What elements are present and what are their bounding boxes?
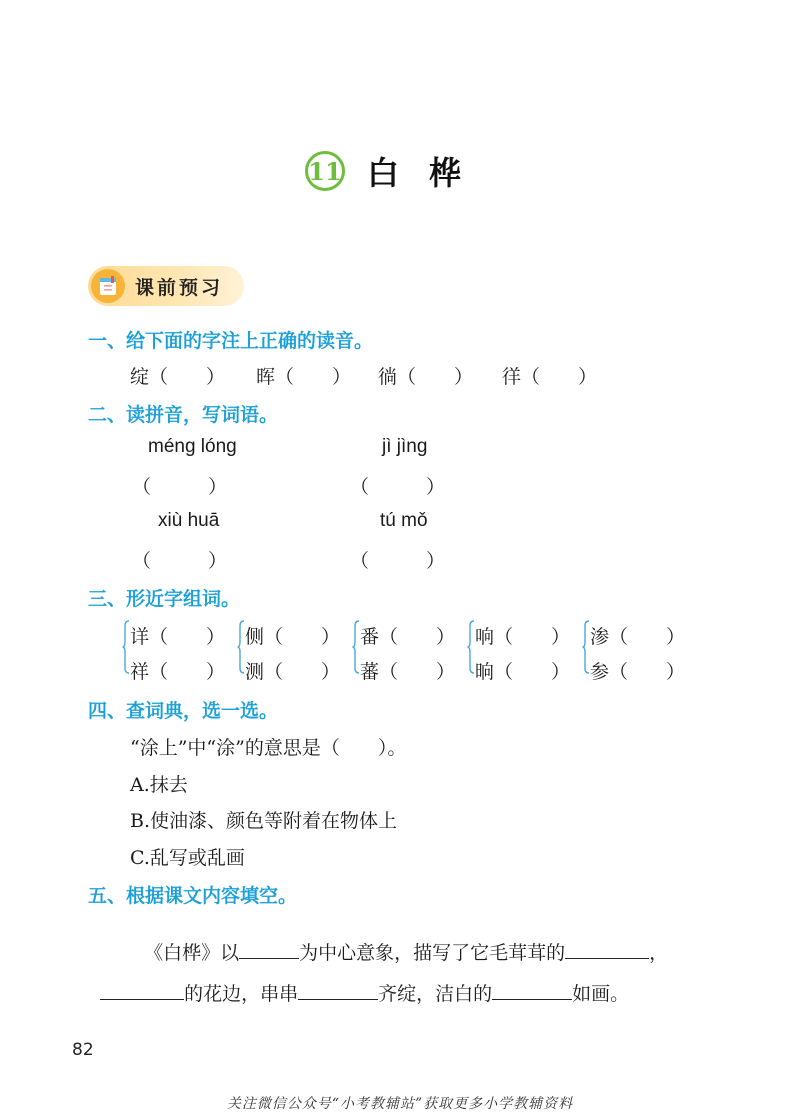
q5-text: 齐绽，洁白的 [378, 983, 493, 1005]
word-group-bottom: 晌（ ） [475, 661, 571, 683]
pinyin-label: xiù huā [158, 510, 220, 531]
word-group-bottom: 测（ ） [245, 661, 341, 683]
q4-option-a: A.抹去 [130, 774, 188, 796]
fill-blank[interactable] [100, 979, 184, 1000]
word-group-top: 渗（ ） [590, 626, 686, 648]
q5-text: 为中心意象，描写了它毛茸茸的 [299, 942, 566, 964]
pinyin-label: tú mǒ [380, 510, 428, 531]
q2-heading: 二、读拼音，写词语。 [88, 404, 279, 426]
pinyin-label: méng lóng [148, 436, 237, 457]
answer-paren: （ ） [350, 476, 446, 498]
q4-option-c: C.乱写或乱画 [130, 847, 245, 869]
section-badge-label: 课前预习 [135, 276, 224, 299]
page-number: 82 [72, 1040, 94, 1060]
footer-note: 关注微信公众号“小考教辅站”获取更多小学教辅资料 [226, 1096, 574, 1112]
word-group-top: 侧（ ） [245, 626, 341, 648]
brace-icon [122, 620, 130, 674]
fill-blank[interactable] [565, 938, 649, 959]
fill-blank[interactable] [492, 979, 572, 1000]
q1-item: 徜（ ） [378, 366, 474, 388]
q3-heading: 三、形近字组词。 [88, 588, 241, 610]
q1-item: 徉（ ） [502, 366, 598, 388]
q4-heading: 四、查词典，选一选。 [88, 700, 279, 722]
fill-blank[interactable] [239, 938, 299, 959]
q4-option-b: B.使油漆、颜色等附着在物体上 [130, 810, 398, 832]
word-group-top: 番（ ） [360, 626, 456, 648]
brace-icon [352, 620, 360, 674]
brace-icon [237, 620, 245, 674]
q5-text: ， [649, 942, 669, 964]
pinyin-label: jì jìng [382, 436, 428, 457]
answer-paren: （ ） [132, 476, 228, 498]
q5-text: 的花边，串串 [184, 983, 299, 1005]
answer-paren: （ ） [132, 550, 228, 572]
q5-line-2 [88, 957, 629, 1006]
lesson-number-badge: 11 [305, 151, 345, 191]
q5-text: 如画。 [572, 983, 630, 1005]
book-icon [91, 269, 125, 303]
word-group-top: 详（ ） [130, 626, 226, 648]
q1-heading: 一、给下面的字注上正确的读音。 [88, 330, 374, 352]
lesson-header [305, 148, 491, 194]
q5-heading: 五、根据课文内容填空。 [88, 885, 298, 907]
brace-icon [582, 620, 590, 674]
q1-item: 绽（ ） [130, 366, 226, 388]
word-group-bottom: 参（ ） [590, 661, 686, 683]
q5-text: 《白桦》以 [144, 942, 240, 964]
answer-paren: （ ） [350, 550, 446, 572]
lesson-title: 白桦 [367, 154, 492, 192]
word-group-bottom: 祥（ ） [130, 661, 226, 683]
q4-question: “涂上”中“涂”的意思是（ ）。 [130, 737, 407, 759]
word-group-bottom: 蕃（ ） [360, 661, 456, 683]
section-badge [88, 266, 244, 306]
q1-item: 晖（ ） [256, 366, 352, 388]
fill-blank[interactable] [298, 979, 378, 1000]
word-group-top: 响（ ） [475, 626, 571, 648]
brace-icon [467, 620, 475, 674]
